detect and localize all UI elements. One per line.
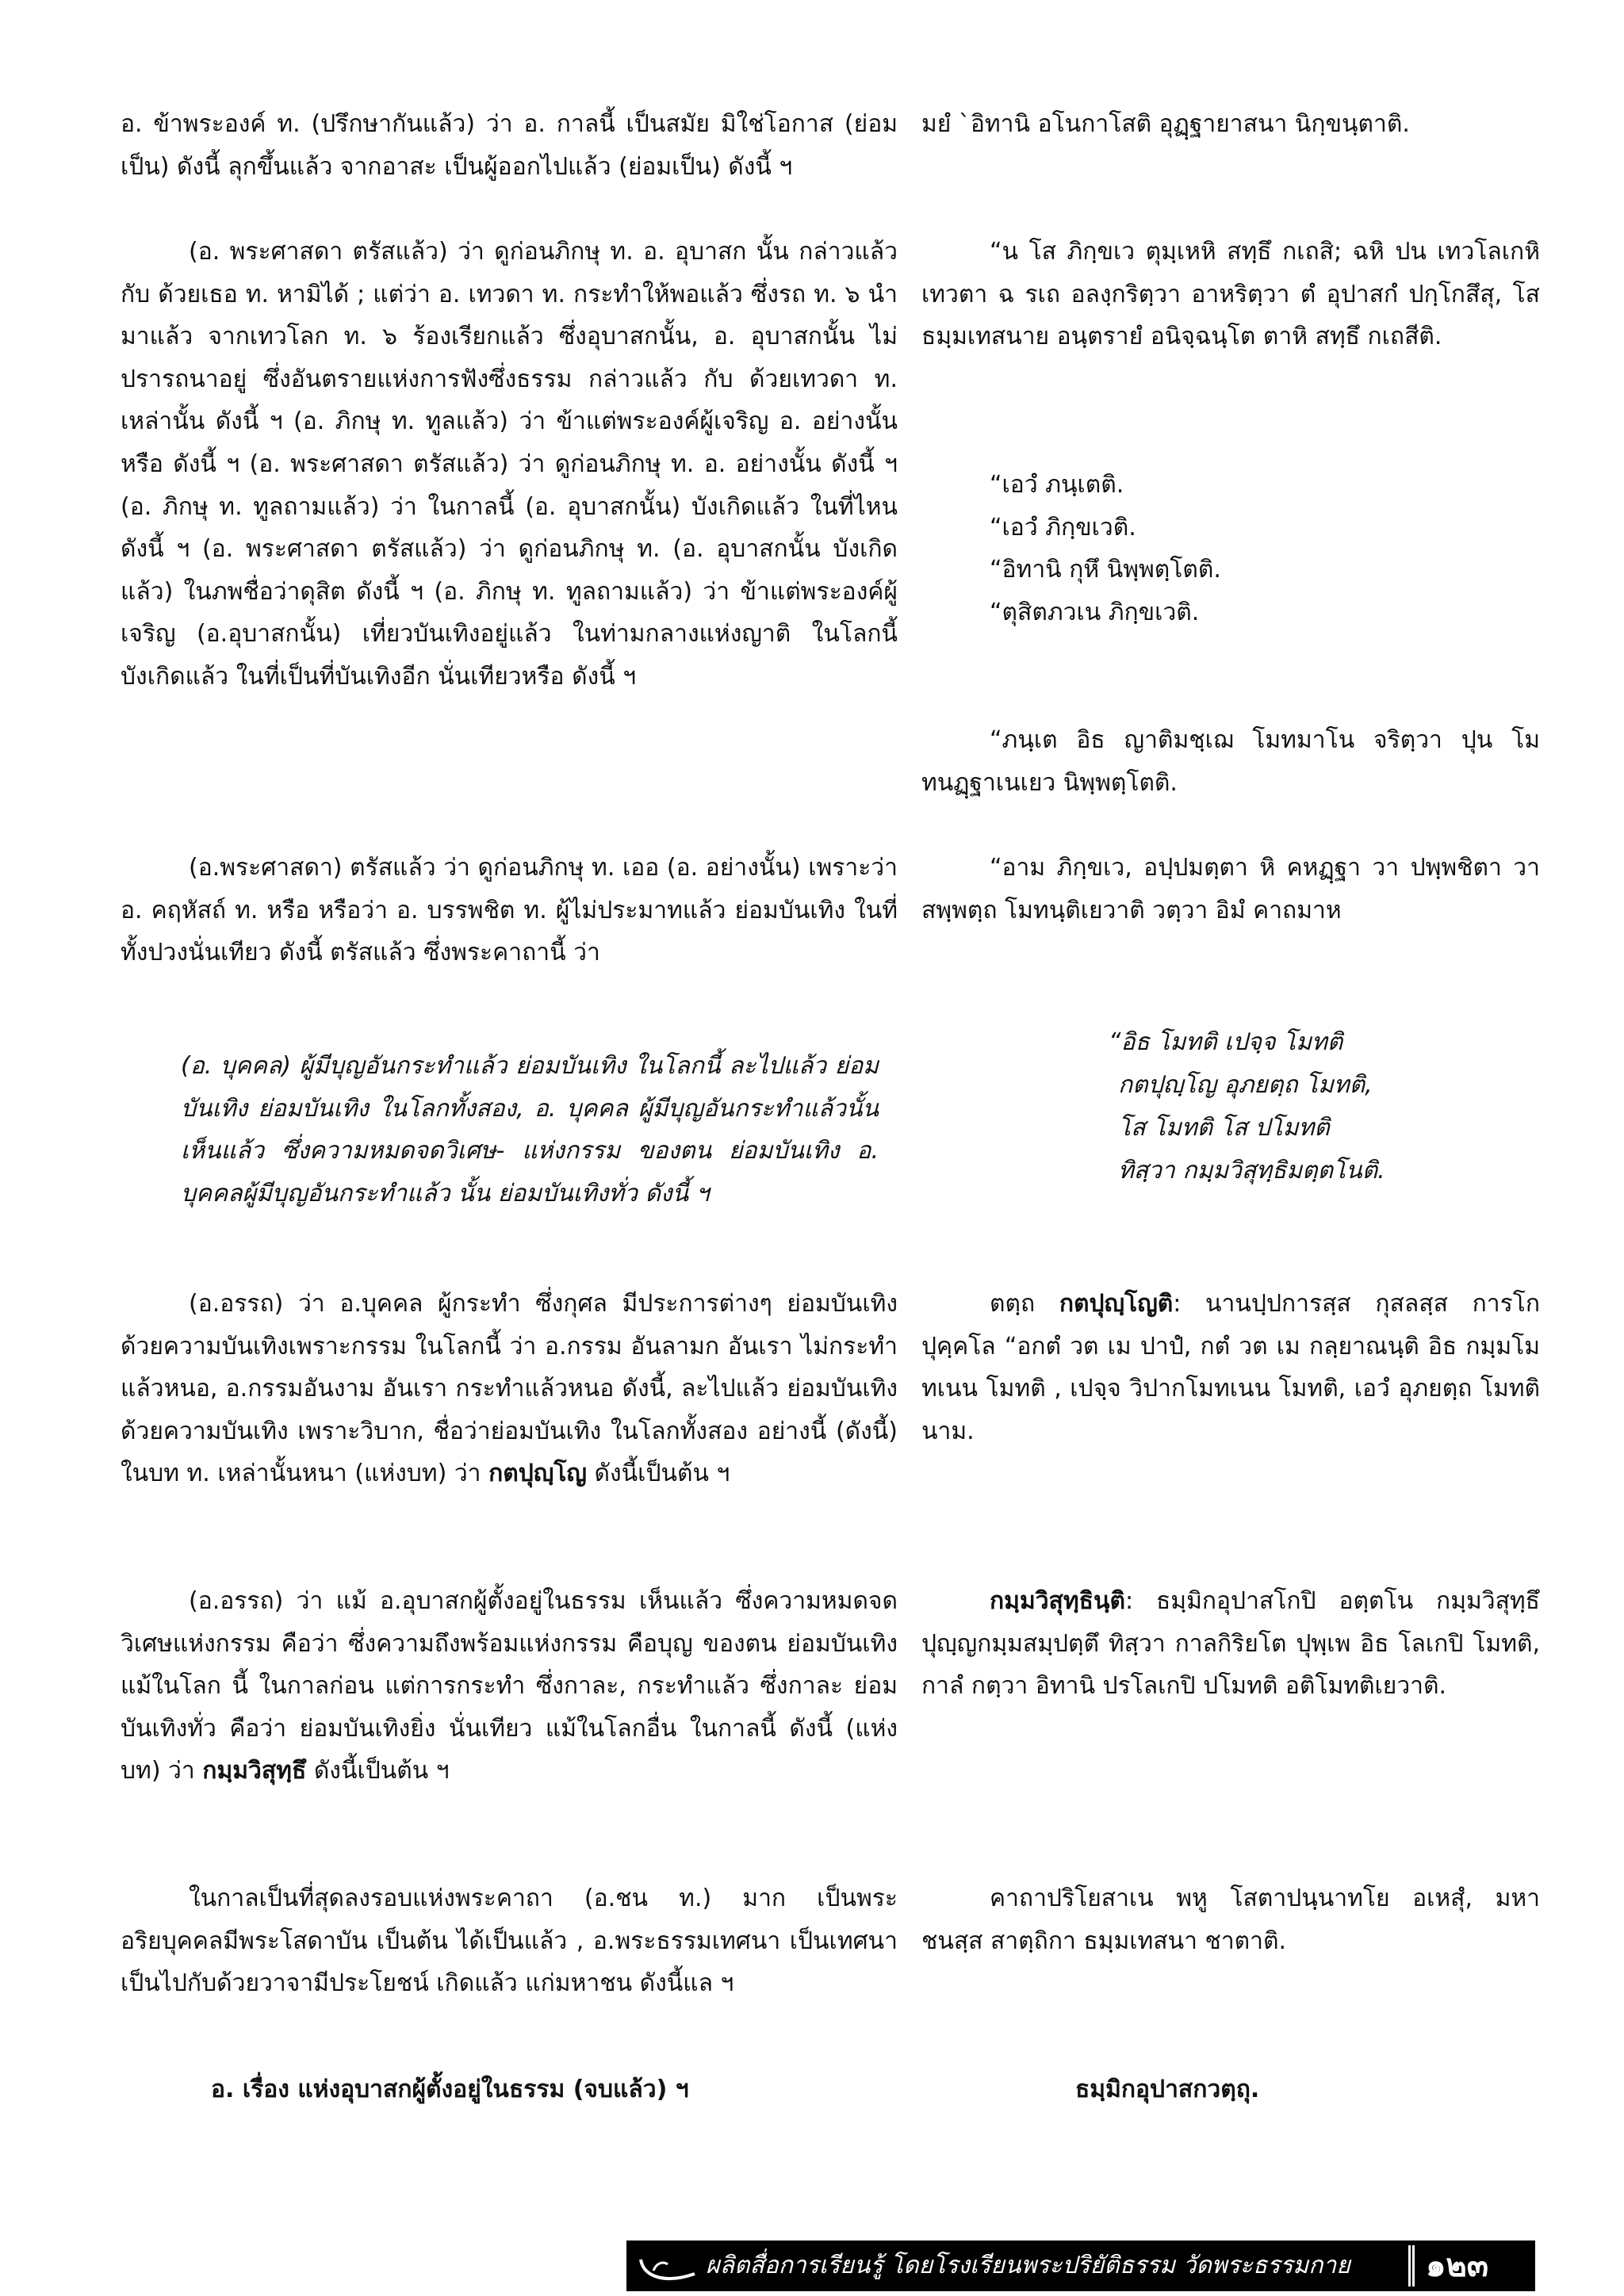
verse-translation: (อ. บุคคล) ผู้มีบุญอันกระทำแล้ว ย่อมบันเทิง ในโลกนี้ ละไปแล้ว ย่อมบันเทิง ย่อมบันเทิง ในโลกทั้งสอง, อ. บุคคล ผู้มีบุญอันกระทำแล้วนั้น เห็นแล้ว ซึ่งความหมดจดวิเศษ- แห่งกรรม ของตน ย่อมบันเทิง อ. บุคคลผู้มีบุญอันกระทำแล้ว นั้น ย่อมบันเทิงทั่ว ดังนี้ ฯ: [181, 1052, 879, 1207]
pali-keyword-katapunno: กตปุญฺโญติ: [1059, 1290, 1174, 1318]
swoosh-logo-icon: [636, 2247, 699, 2285]
publisher-banner: [626, 2241, 1535, 2291]
banner-divider: [1408, 2245, 1415, 2286]
pali-paragraph-5-lead: ตตฺถ: [990, 1290, 1036, 1318]
dialogue-line-4: “ตุสิตภวเน ภิกฺขเวติ.: [990, 599, 1200, 626]
pali-verse-line-1: “อิธ โมทติ เปจฺจ โมทติ: [1109, 1028, 1343, 1056]
paragraph-5: [121, 1580, 898, 1793]
pali-paragraph-5-text: : นานปฺปการสฺส กุสลสฺส การโก ปุคฺคโล “อกตํ วต เม ปาปํ, กตํ วต เม กลฺยาณนฺติ อิธ กมฺมโมทเนน โมทติ , เปจฺจ วิปากโมทเนน โมทติ, เอวํ อุภยตฺถ โมทติ นาม.: [921, 1290, 1540, 1445]
paragraph-6: ในกาลเป็นที่สุดลงรอบแห่งพระคาถา (อ.ชน ท.) มาก เป็นพระอริยบุคคลมีพระโสดาบัน เป็นต้น ได้เป็นแล้ว , อ.พระธรรมเทศนา เป็นเทศนาเป็นไปกับด้วยวาจามีประโยชน์ เกิดแล้ว แก่มหาชน ดังนี้แล ฯ: [121, 1885, 898, 1998]
paragraph-4-text: (อ.อรรถ) ว่า อ.บุคคล ผู้กระทำ ซึ่งกุศล มีประการต่างๆ ย่อมบันเทิง ด้วยความบันเทิงเพราะกรรม ในโลกนี้ ว่า อ.กรรม อันลามก อันเรา ไม่กระทำแล้วหนอ, อ.กรรมอันงาม อันเรา กระทำแล้วหนอ ดังนี้, ละไปแล้ว ย่อมบันเทิง ด้วยความบันเทิง เพราะวิบาก, ชื่อว่าย่อมบันเทิง ในโลกทั้งสอง อย่างนี้ (ดังนี้) ในบท ท. เหล่านั้นหนา (แห่งบท) ว่า: [121, 1290, 898, 1488]
pali-paragraph-6: [921, 1580, 1540, 1708]
paragraph-5-tail: ดังนี้เป็นต้น ฯ: [313, 1757, 450, 1785]
pali-verse-line-4: ทิสฺวา กมฺมวิสุทฺธิมตฺตโนติ.: [1118, 1157, 1385, 1184]
pali-verse-line-3: โส โมทติ โส ปโมทติ: [1118, 1114, 1330, 1142]
story-end-title-thai: อ. เรื่อง แห่งอุบาสกผู้ตั้งอยู่ในธรรม (จบแล้ว) ฯ: [211, 2076, 689, 2103]
dialogue-line-1: “เอวํ ภนฺเตติ.: [990, 471, 1124, 499]
paragraph-4-tail: ดังนี้เป็นต้น ฯ: [594, 1460, 730, 1488]
page-number: ๑๒๓: [1426, 2248, 1489, 2284]
dialogue-line-2: “เอวํ ภิกฺขเวติ.: [990, 514, 1136, 541]
dialogue-line-3: “อิทานิ กุหึ นิพฺพตฺโตติ.: [990, 556, 1221, 584]
pali-paragraph-3: “ภนฺเต อิธ ญาติมชฺเฌ โมทมาโน จริตฺวา ปุน โมทนฏฺฐาเนเยว นิพฺพตฺโตติ.: [921, 726, 1540, 797]
publisher-label: ผลิตสื่อการเรียนรู้ โดยโรงเรียนพระปริยัติธรรม วัดพระธรรมกาย: [706, 2252, 1350, 2279]
pali-paragraph-5: [921, 1283, 1540, 1452]
paragraph-5-text: (อ.อรรถ) ว่า แม้ อ.อุบาสกผู้ตั้งอยู่ในธรรม เห็นแล้ว ซึ่งความหมดจดวิเศษแห่งกรรม คือว่า ซึ่งความถึงพร้อมแห่งกรรม คือบุญ ของตน ย่อมบันเทิง แม้ในโลก นี้ ในกาลก่อน แต่การกระทำ ซึ่งกาละ, กระทำแล้ว ซึ่งกาละ ย่อมบันเทิงทั่ว คือว่า ย่อมบันเทิงยิ่ง นั่นเทียว แม้ในโลกอื่น ในกาลนี้ ดังนี้ (แห่งบท) ว่า: [121, 1587, 898, 1785]
pali-verse-line-2: กตปุญฺโญ อุภยตฺถ โมทติ,: [1118, 1071, 1373, 1099]
pali-keyword-kammavisuddhi: กมฺมวิสุทฺธินฺติ: [990, 1587, 1125, 1615]
pali-paragraph-4: “อาม ภิกฺขเว, อปฺปมตฺตา หิ คหฏฺฐา วา ปพฺพชิตา วา สพฺพตฺถ โมทนฺติเยวาติ วตฺวา อิมํ คาถมาห: [921, 854, 1540, 924]
paragraph-1: อ. ข้าพระองค์ ท. (ปรึกษากันแล้ว) ว่า อ. กาลนี้ เป็นสมัย มิใช่โอกาส (ย่อมเป็น) ดังนี้ ลุกขึ้นแล้ว จากอาสะ เป็นผู้ออกไปแล้ว (ย่อมเป็น) ดังนี้ ฯ: [121, 110, 898, 181]
pali-paragraph-1: มยํ `อิทานิ อโนกาโสติ อุฏฺฐายาสนา นิกฺขนฺตาติ.: [921, 110, 1410, 138]
paragraph-4: [121, 1283, 898, 1495]
pali-paragraph-2: “น โส ภิกฺขเว ตุมฺเหหิ สทฺธึ กเถสิ; ฉหิ ปน เทวโลเกหิ เทวตา ฉ รเถ อลงฺกริตฺวา อาหริตฺวา ตํ อุปาสกํ ปกฺโกสึสุ, โส ธมฺมเทสนาย อนฺตรายํ อนิจฺฉนฺโต ตาหิ สทฺธึ กเถสีติ.: [921, 238, 1540, 351]
story-end-title-pali: ธมฺมิกอุปาสกวตฺถุ.: [1075, 2076, 1260, 2103]
paragraph-3: (อ.พระศาสดา) ตรัสแล้ว ว่า ดูก่อนภิกษุ ท. เออ (อ. อย่างนั้น) เพราะว่า อ. คฤหัสถ์ ท. หรือ หรือว่า อ. บรรพชิต ท. ผู้ไม่ประมาทแล้ว ย่อมบันเทิง ในที่ทั้งปวงนั่นเทียว ดังนี้ ตรัสแล้ว ซึ่งพระคาถานี้ ว่า: [121, 854, 898, 967]
pali-paragraph-7: คาถาปริโยสาเน พหู โสตาปนฺนาทโย อเหสุํ, มหาชนสฺส สาตฺถิกา ธมฺมเทสนา ชาตาติ.: [921, 1885, 1540, 1955]
keyword-kammavisuddhi: กมฺมวิสุทฺธึ: [202, 1757, 307, 1785]
pali-paragraph-6-text: : ธมฺมิกอุปาสโกปิ อตฺตโน กมฺมวิสุทฺธึ ปุญฺญกมฺมสมฺปตฺตึ ทิสฺวา กาลกิริยโต ปุพฺเพ อิธ โลเกปิ โมทติ, กาลํ กตฺวา อิทานิ ปรโลเกปิ ปโมทติ อติโมทติเยวาติ.: [921, 1587, 1540, 1701]
keyword-katapunno: กตปุญฺโญ: [488, 1460, 587, 1488]
paragraph-2: (อ. พระศาสดา ตรัสแล้ว) ว่า ดูก่อนภิกษุ ท. อ. อุบาสก นั้น กล่าวแล้ว กับ ด้วยเธอ ท. หามิได้ ; แต่ว่า อ. เทวดา ท. กระทำให้พอแล้ว ซึ่งรถ ท. ๖ นำมาแล้ว จากเทวโลก ท. ๖ ร้องเรียกแล้ว ซึ่งอุบาสกนั้น, อ. อุบาสกนั้น ไม่ปรารถนาอยู่ ซึ่งอันตรายแห่งการฟังซึ่งธรรม กล่าวแล้ว กับ ด้วยเทวดา ท. เหล่านั้น ดังนี้ ฯ (อ. ภิกษุ ท. ทูลแล้ว) ว่า ข้าแต่พระองค์ผู้เจริญ อ. อย่างนั้นหรือ ดังนี้ ฯ (อ. พระศาสดา ตรัสแล้ว) ว่า ดูก่อนภิกษุ ท. อ. อย่างนั้น ดังนี้ ฯ (อ. ภิกษุ ท. ทูลถามแล้ว) ว่า ในกาลนี้ (อ. อุบาสกนั้น) บังเกิดแล้ว ในที่ไหน ดังนี้ ฯ (อ. พระศาสดา ตรัสแล้ว) ว่า ดูก่อนภิกษุ ท. (อ. อุบาสกนั้น บังเกิดแล้ว) ในภพชื่อว่าดุสิต ดังนี้ ฯ (อ. ภิกษุ ท. ทูลถามแล้ว) ว่า ข้าแต่พระองค์ผู้เจริญ (อ.อุบาสกนั้น) เที่ยวบันเทิงอยู่แล้ว ในท่ามกลางแห่งญาติ ในโลกนี้ บังเกิดแล้ว ในที่เป็นที่บันเทิงอีก นั่นเทียวหรือ ดังนี้ ฯ: [121, 238, 898, 691]
